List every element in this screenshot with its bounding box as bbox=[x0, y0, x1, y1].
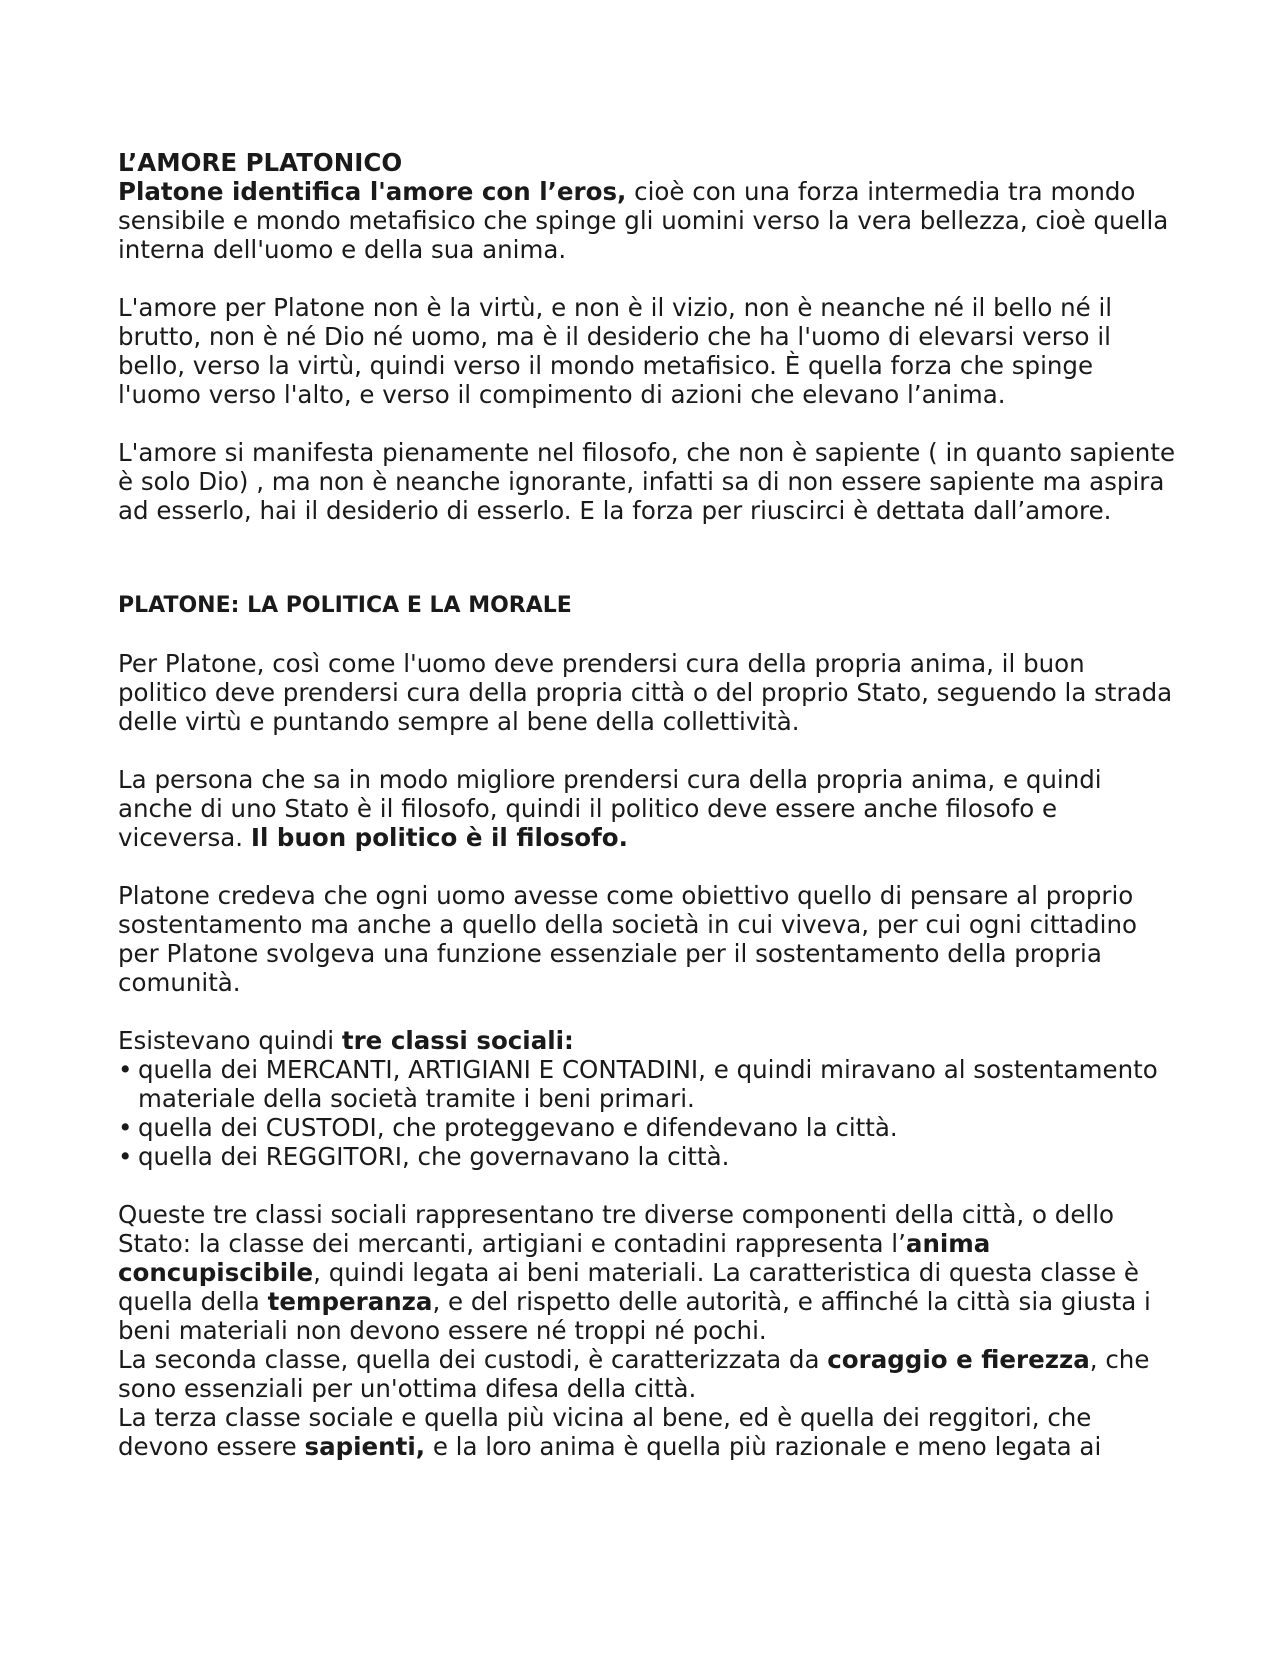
list-item-text: quella dei MERCANTI, ARTIGIANI E CONTADINI, e quindi miravano al sostentamento materiale della società tramite i beni primari. bbox=[138, 1055, 1158, 1113]
paragraph-reggitori bbox=[118, 1403, 1178, 1461]
paragraph-text: e la loro anima è quella più razionale e meno legata ai bbox=[425, 1432, 1102, 1461]
bold-text: Il buon politico è il filosofo. bbox=[250, 823, 628, 852]
list-item bbox=[118, 1113, 1178, 1142]
paragraph-text: La seconda classe, quella dei custodi, è caratterizzata da bbox=[118, 1345, 828, 1374]
classes-list bbox=[118, 1055, 1178, 1171]
bullet-icon: • bbox=[118, 1055, 133, 1084]
paragraph-text: , quindi legata ai beni materiali. La caratteristica di questa classe è quella della bbox=[118, 1258, 1140, 1316]
paragraph-text: Queste tre classi sociali rappresentano tre diverse componenti della città, o dello Stato: la classe dei mercanti, artigiani e contadini rappresenta l’ bbox=[118, 1200, 1115, 1258]
paragraph-sostentamento: Platone credeva che ogni uomo avesse come obiettivo quello di pensare al proprio sostentamento ma anche a quello della società in cui viveva, per cui ogni cittadino per Platone svolgeva una funzione essenziale per il sostentamento della propria comunità. bbox=[118, 881, 1137, 997]
paragraph-text: La persona che sa in modo migliore prendersi cura della propria anima, e quindi anche di uno Stato è il filosofo, quindi il politico deve essere anche filosofo e viceversa. bbox=[118, 765, 1102, 852]
bullet-icon: • bbox=[118, 1113, 133, 1142]
list-item-text: quella dei CUSTODI, che proteggevano e difendevano la città. bbox=[138, 1113, 898, 1142]
bold-text: anima concupiscibile bbox=[118, 1229, 991, 1287]
list-item bbox=[118, 1142, 1178, 1171]
bullet-icon: • bbox=[118, 1142, 133, 1171]
paragraph-amore-desiderio: L'amore per Platone non è la virtù, e non è il vizio, non è neanche né il bello né il brutto, non è né Dio né uomo, ma è il desiderio che ha l'uomo di elevarsi verso il bello, verso la virtù, quindi verso il mondo metafisico. È quella forza che spinge l'uomo verso l'alto, e verso il compimento di azioni che elevano l’anima. bbox=[118, 293, 1113, 409]
paragraph-eros bbox=[118, 177, 1178, 264]
paragraph-buon-politico: Per Platone, così come l'uomo deve prendersi cura della propria anima, il buon politico deve prendersi cura della propria città o del proprio Stato, seguendo la strada delle virtù e puntando sempre al bene della collettività. bbox=[118, 649, 1173, 736]
section-title-amore-platonico: L’AMORE PLATONICO bbox=[118, 148, 403, 177]
section-title-politica-morale: PLATONE: LA POLITICA E LA MORALE bbox=[118, 593, 572, 618]
paragraph-componenti-citta bbox=[118, 1200, 1178, 1345]
bold-text: coraggio e fierezza bbox=[827, 1345, 1090, 1374]
list-item bbox=[118, 1055, 1178, 1113]
paragraph-classi-intro bbox=[118, 1026, 1178, 1055]
document-body bbox=[118, 148, 1178, 1461]
paragraph-text: Esistevano quindi bbox=[118, 1026, 342, 1055]
bold-text: Platone identifica l'amore con l’eros, bbox=[118, 177, 627, 206]
paragraph-text: , e del rispetto delle autorità, e affinché la città sia giusta i beni materiali non devono essere né troppi né pochi. bbox=[118, 1287, 1151, 1345]
paragraph-filosofo: L'amore si manifesta pienamente nel filosofo, che non è sapiente ( in quanto sapiente è solo Dio) , ma non è neanche ignorante, infatti sa di non essere sapiente ma aspira ad esserlo, hai il desiderio di esserlo. E la forza per riuscirci è dettata dall’amore. bbox=[118, 438, 1176, 525]
bold-text: temperanza bbox=[267, 1287, 433, 1316]
paragraph-filosofo-politico bbox=[118, 765, 1178, 852]
paragraph-text: La terza classe sociale e quella più vicina al bene, ed è quella dei reggitori, che devono essere bbox=[118, 1403, 1092, 1461]
bold-text: sapienti, bbox=[304, 1432, 426, 1461]
list-item-text: quella dei REGGITORI, che governavano la città. bbox=[138, 1142, 730, 1171]
paragraph-text: , che sono essenziali per un'ottima difesa della città. bbox=[118, 1345, 1150, 1403]
paragraph-text: cioè con una forza intermedia tra mondo sensibile e mondo metafisico che spinge gli uomini verso la vera bellezza, cioè quella interna dell'uomo e della sua anima. bbox=[118, 177, 1169, 264]
bold-text: tre classi sociali: bbox=[341, 1026, 574, 1055]
paragraph-custodi bbox=[118, 1345, 1178, 1403]
